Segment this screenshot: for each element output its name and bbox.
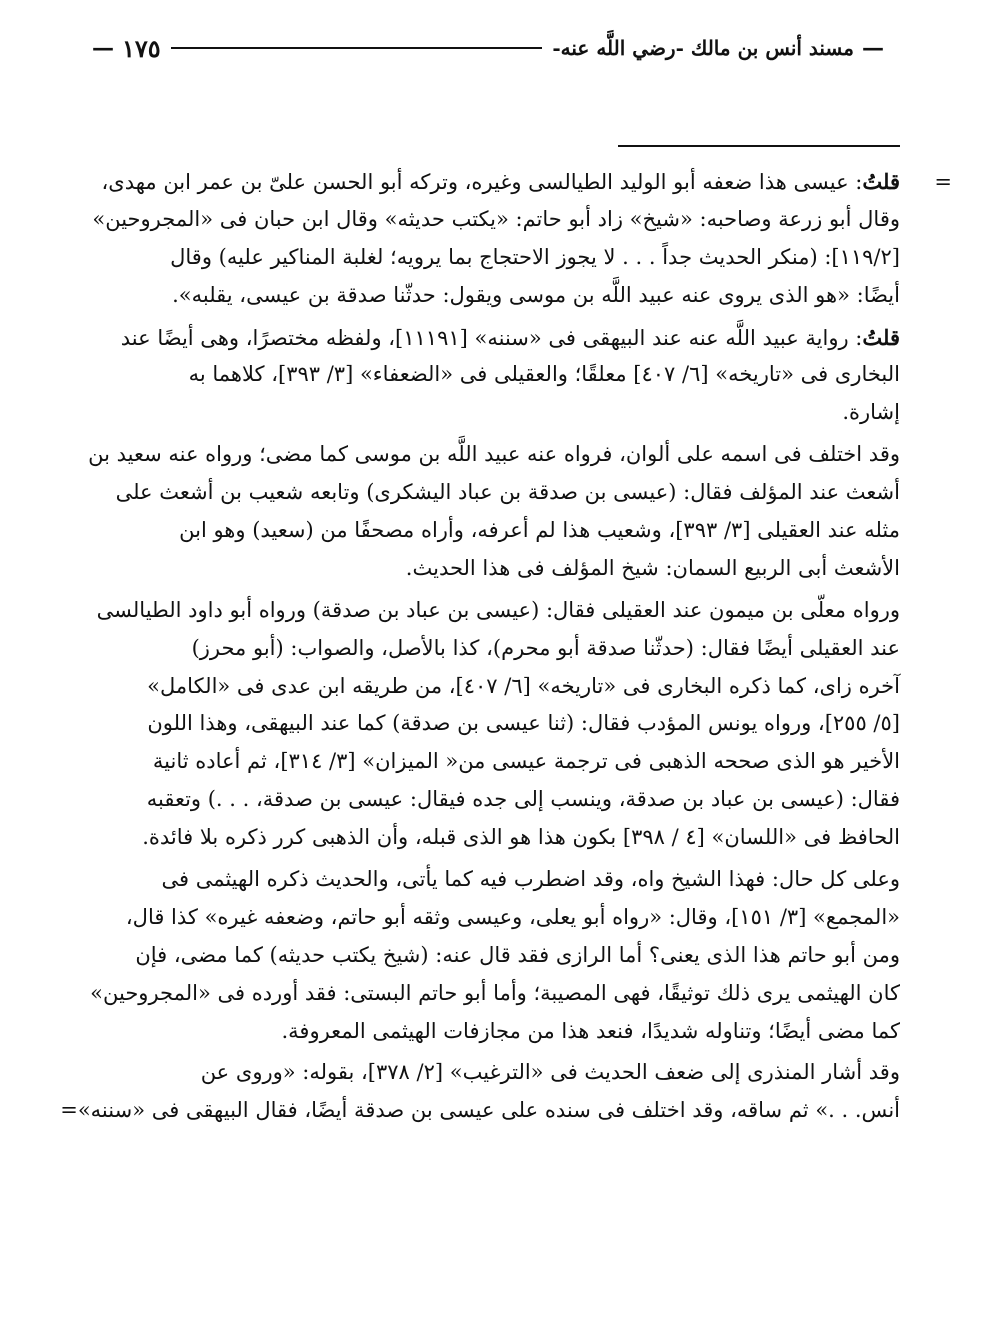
text-line: [١١٩/٢]: (منكر الحديث جداً . . . لا يجوز الاحتجاج بما يرويه؛ لغلبة المناكير عليه) وقال xyxy=(170,244,900,269)
text-line: الحافظ فى «اللسان» [٤ / ٣٩٨] بكون هذا هو الذى قبله، وأن الذهبى كرر ذكره بلا فائدة. xyxy=(142,825,900,850)
text-line: وعلى كل حال: فهذا الشيخ واه، وقد اضطرب فيه كما يأتى، والحديث ذكره الهيثمى فى xyxy=(161,867,900,892)
text-line: آخره زاى، كما ذكره البخارى فى «تاريخه» [٦/ ٤٠٧]، من طريقه ابن عدى فى «الكامل» xyxy=(147,673,900,698)
paragraph-2 xyxy=(120,319,900,433)
text-line: عند العقيلى أيضًا فقال: (حدثّنا صدقة أبو محرم)، كذا بالأصل، والصواب: (أبو محرز) xyxy=(191,635,900,660)
header-rule xyxy=(171,47,543,49)
text-line: فقال: (عيسى بن عباد بن صدقة، وينسب إلى جده فيقال: عيسى بن صدقة، . . .) وتعقبه xyxy=(146,787,900,812)
text-line: وقد أشار المنذرى إلى ضعف الحديث فى «الترغيب» [٢/ ٣٧٨]، بقوله: «وروى عن xyxy=(200,1060,900,1085)
header-dash-left: — xyxy=(92,35,114,61)
text-line: وقد اختلف فى اسمه على ألوان، فرواه عنه عبيد اللَّه بن موسى كما مضى؛ ورواه عنه سعيد بن xyxy=(88,442,900,467)
footnote-separator xyxy=(618,145,900,147)
page-number: ١٧٥ xyxy=(122,33,161,63)
text-line: البخارى فى «تاريخه» [٦/ ٤٠٧] معلقًا؛ والعقيلى فى «الضعفاء» [٣/ ٣٩٣]، كلاهما به xyxy=(188,362,900,387)
text-line: أشعث عند المؤلف فقال: (عيسى بن صدقة بن عباد اليشكرى) وتابعه شعيب بن أشعث على xyxy=(115,480,900,505)
paragraph-4 xyxy=(96,592,900,857)
text-line: وقال أبو زرعة وصاحبه: «شيخ» زاد أبو حاتم: «يكتب حديثه» وقال ابن حبان فى «المجروحين» xyxy=(92,206,900,231)
qultu-label: قلتُ xyxy=(862,324,900,350)
running-header xyxy=(88,28,888,68)
paragraph-5 xyxy=(90,861,900,1050)
header-dash-right: — xyxy=(862,35,884,61)
qultu-label: قلتُ xyxy=(862,169,900,194)
text-line xyxy=(120,319,900,357)
paragraph-3 xyxy=(88,436,900,588)
text-line: «المجمع» [٣/ ١٥١]، وقال: «رواه أبو يعلى، وعيسى وثقه أبو حاتم، وضعفه غيره» كذا قال، xyxy=(125,904,900,929)
text-line xyxy=(101,163,952,201)
text-line: كما مضى أيضًا؛ وتناوله شديدًا، فنعد هذا من مجازفات الهيثمى المعروفة. xyxy=(281,1018,900,1043)
paragraph-6 xyxy=(60,1054,900,1130)
text-line: أنس. . .» ثم ساقه، وقد اختلف فى سنده على عيسى بن صدقة أيضًا، فقال البيهقى فى «سننه»= xyxy=(60,1098,900,1123)
text-line: أيضًا: «هو الذى يروى عنه عبيد اللَّه بن موسى ويقول: حدثّنا صدقة بن عيسى، يقلبه». xyxy=(172,282,900,307)
text-line: إشارة. xyxy=(842,400,900,425)
text-line: مثله عند العقيلى [٣/ ٣٩٣]، وشعيب هذا لم أعرفه، وأراه مصحفًا من (سعيد) وهو ابن xyxy=(179,518,900,543)
line-text: : رواية عبيد اللَّه عنه عند البيهقى فى «سننه» [١١١٩١]، ولفظه مختصرًا، وهى أيضًا عند xyxy=(120,325,863,350)
line-text: : عيسى هذا ضعفه أبو الوليد الطيالسى وغيره، وتركه أبو الحسن علىّ بن عمر ابن مهدى، xyxy=(101,170,863,194)
footnote-body xyxy=(60,163,952,1134)
text-line: الأشعث أبى الربيع السمان: شيخ المؤلف فى هذا الحديث. xyxy=(405,555,900,580)
text-line: [٥/ ٢٥٥]، ورواه يونس المؤدب فقال: (ثنا عيسى بن صدقة) كما عند البيهقى، وهذا اللون xyxy=(147,711,900,736)
text-line: ورواه معلّى بن ميمون عند العقيلى فقال: (عيسى بن عباد بن صدقة) ورواه أبو داود الطيالسى xyxy=(96,597,900,622)
book-title: مسند أنس بن مالك -رضي اللَّه عنه- xyxy=(552,36,854,60)
text-line: كان الهيثمى يرى ذلك توثيقًا، فهى المصيبة؛ وأما أبو حاتم البستى: فقد أورده فى «المجروحين» xyxy=(90,980,900,1005)
text-line: الأخير هو الذى صححه الذهبى فى ترجمة عيسى من« الميزان» [٣/ ٣١٤]، ثم أعاده ثانية xyxy=(152,749,900,774)
paragraph-1 xyxy=(92,163,952,315)
continuation-mark: = xyxy=(934,170,952,194)
text-line: ومن أبو حاتم هذا الذى يعنى؟ أما الرازى فقد قال عنه: (شيخ يكتب حديثه) كما مضى، فإن xyxy=(135,942,900,967)
